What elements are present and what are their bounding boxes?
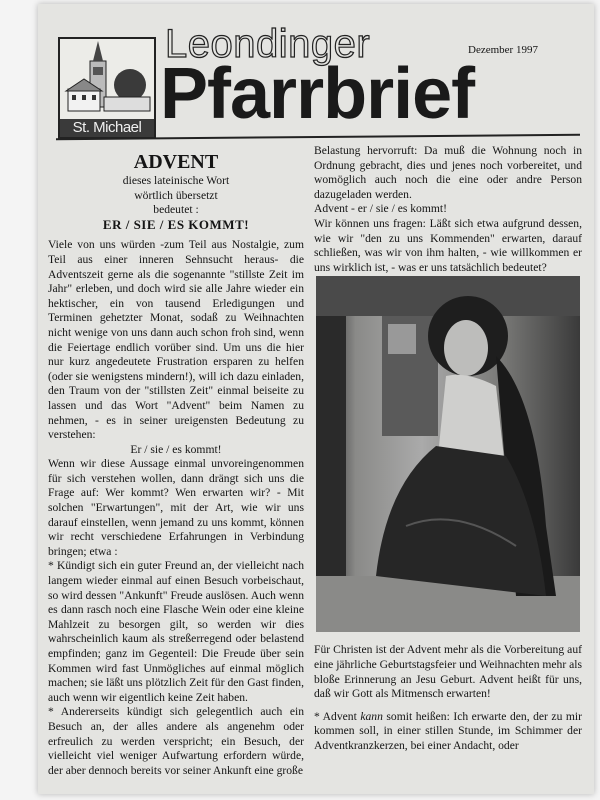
paragraph: Wenn wir diese Aussage einmal unvoreingenommen für sich verstehen wollen, dann drängt sich uns die Frage auf: Wer kommt? Wen erwarten wir? - Mit solchen "Erwartungen", mit der Art, wie wir uns darauf einstellen, wenn jemand zu uns kommt, können wir recht verschiedene Erfahrungen in Verbindung bringen; etwa : bbox=[48, 457, 304, 558]
paragraph: * Kündigt sich ein guter Freund an, der vielleicht nach langem wieder einmal auf einen Besuch vorbeischaut, so wird dessen "Ankunft" Freude auslösen. Auch wenn es dann rasch noch eine Flasche Wein oder eine kleine Mahlzeit zu besorgen gilt, so werden wir dies wahrscheinlich kaum als streßerregend oder belastend empfinden; ganz im Gegenteil: Die Freude über sein Kommen wird fast Unmögliches auf einmal möglich machen; sie läßt uns plötzlich Zeit für den Gast finden, auch wenn wir eigentlich keine Zeit haben. bbox=[48, 559, 304, 704]
spacer bbox=[314, 702, 582, 710]
article-heading: ADVENT bbox=[133, 151, 219, 173]
parish-logo bbox=[58, 37, 156, 139]
logo-label: St. Michael bbox=[60, 119, 154, 137]
subheading-line: bedeutet : bbox=[153, 203, 199, 217]
quote-line: Er / sie / es kommt! bbox=[130, 442, 222, 456]
paragraph: Advent - er / sie / es kommt! bbox=[314, 202, 447, 216]
paragraph: * Andererseits kündigt sich gelegentlich auch ein Besuch an, der alles andere als angenehm oder erfreulich zu werden verspricht; ein Besuch, der vielleicht viel weniger Aufwartung erfordern würde, der aber dennoch bereits vor seiner Ankunft eine große bbox=[48, 705, 304, 777]
paragraph: Viele von uns würden -zum Teil aus Nostalgie, zum Teil aus einer inneren Sehnsucht heraus- die Adventszeit gerne als die sogenannte "stillste Zeit im Jahr" erleben, und doch wird sie alle Jahre wieder ein hektischer, ein von tausend Erledigungen und Terminen gehetzter Monat, sodaß zu Weihnachten nicht wenige von uns dann auch schon froh sind, wenn die Feiertage endlich vorüber sind. Um uns die hier nur kurz angedeutete Frustration ersparen zu helfen (oder sie wenigstens mindern!), will ich dazu einladen, den Traum von der "stillsten Zeit" einmal beiseite zu lassen und das Wort "Advent" beim Namen zu nehmen, - es in seiner ureigensten Bedeutung zu verstehen: bbox=[48, 238, 304, 442]
paragraph: Für Christen ist der Advent mehr als die Vorbereitung auf eine jährliche Geburtstagsfeier und Weihnachten mehr als bloße Erinnerung an Jesu Geburt. Advent heißt für uns, daß wir Gott als Mitmensch erwarten! bbox=[314, 643, 582, 701]
subheading-line: dieses lateinische Wort bbox=[122, 174, 230, 187]
masthead-title: Pfarrbrief bbox=[160, 54, 475, 134]
text: * Advent bbox=[314, 709, 361, 723]
left-column bbox=[48, 150, 304, 778]
madonna-image bbox=[316, 276, 580, 632]
subheading-line: wörtlich übersetzt bbox=[134, 188, 218, 202]
paragraph: Belastung hervorruft: Da muß die Wohnung noch in Ordnung gebracht, dies und jenes noch vorbereitet, und womöglich auch noch die eine oder andre Person dazugeladen werden. bbox=[314, 144, 582, 201]
issue-date: Dezember 1997 bbox=[468, 44, 538, 56]
church-illustration-icon bbox=[60, 39, 154, 119]
paragraph bbox=[314, 710, 582, 754]
madonna-illustration-icon bbox=[316, 276, 580, 632]
masthead-subtitle: Leondinger bbox=[165, 22, 371, 66]
text: somit heißen: Ich erwarte den, der zu mir kommen soll, in einer stillen Stunde, im Schimmer der Adventkranzkerzen, bei einer Andacht, oder bbox=[314, 709, 582, 752]
emphasis: kann bbox=[360, 709, 383, 723]
article-subheading: ER / SIE / ES KOMMT! bbox=[102, 216, 250, 232]
paragraph: Wir können uns fragen: Läßt sich etwa aufgrund dessen, wie wir "den zu uns Kommenden" erwarten, darauf schließen, was wir von ihm halten, - wie willkommen er uns wirklich ist, - was er uns tatsächlich bedeutet? bbox=[314, 216, 582, 274]
